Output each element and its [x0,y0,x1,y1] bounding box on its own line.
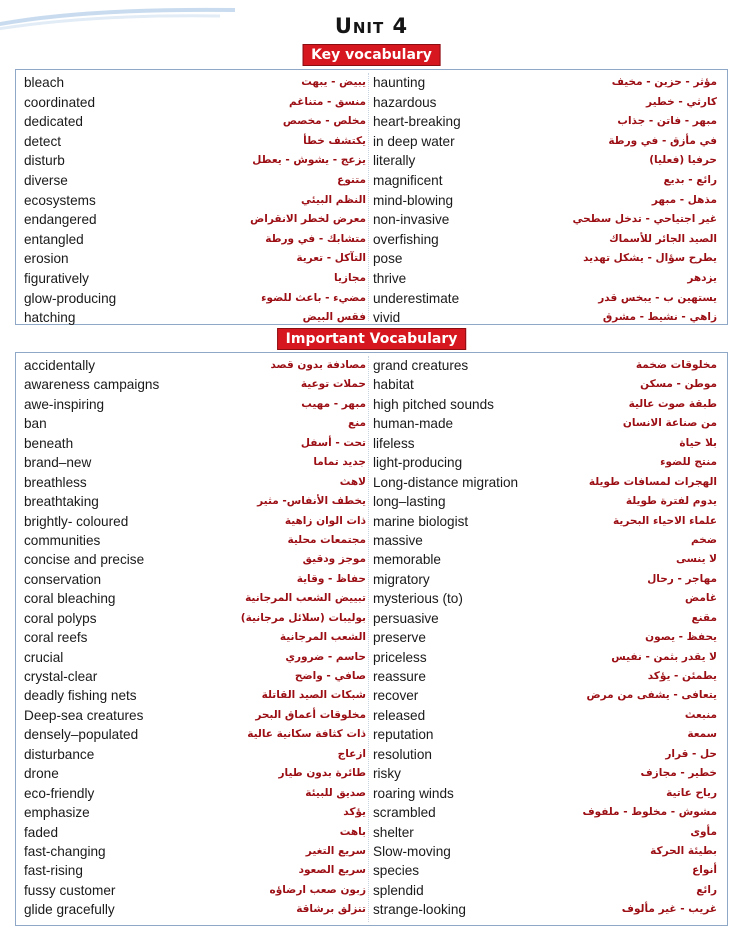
important-vocabulary-table [15,352,728,926]
english-term: haunting [373,75,426,90]
arabic-translation: مشوش - مخلوط - ملفوف [582,806,717,819]
vocab-row [24,356,366,375]
english-term: splendid [373,882,424,898]
column-divider [368,73,369,321]
english-term: magnificent [373,172,443,188]
vocab-row [373,550,717,569]
arabic-translation: زبون صعب ارضاؤه [269,883,366,896]
vocab-row [373,112,717,132]
vocab-row [24,93,366,113]
vocab-row [24,269,366,289]
vocab-row [373,434,717,453]
english-term: bleach [24,75,65,90]
arabic-translation: متنوع [337,173,366,186]
vocab-row [373,453,717,472]
arabic-translation: مضيء - باعث للضوء [261,291,366,304]
arabic-translation: مذهل - مبهر [651,193,717,206]
english-term: densely–populated [24,727,139,743]
vocab-row [24,900,366,919]
english-term: faded [24,824,59,840]
arabic-translation: يطمئن - يؤكد [647,670,717,682]
key-vocabulary-left-column [24,73,366,328]
arabic-translation: بلا حياة [679,436,717,449]
vocab-row [24,73,366,93]
arabic-translation: زاهي - نشيط - مشرق [602,311,717,324]
vocab-row [373,492,717,511]
vocab-row [373,308,717,328]
english-term: coral bleaching [24,591,116,607]
vocab-row [24,375,366,394]
arabic-translation: التآكل - تعرية [296,252,366,265]
english-term: risky [373,766,401,782]
arabic-translation: منسق - متناغم [288,95,366,108]
english-term: erosion [24,251,69,267]
vocab-row [24,249,366,269]
arabic-translation: في مأزق - في ورطة [608,134,717,147]
arabic-translation: منع [348,417,366,430]
arabic-translation: منبعث [684,708,717,721]
arabic-translation: باهت [339,825,366,838]
english-term: coordinated [24,94,96,110]
english-term: dedicated [24,114,83,130]
vocab-row [24,609,366,628]
vocab-row [373,589,717,608]
arabic-translation: شبكات الصيد القاتلة [261,689,366,702]
english-term: resolution [373,746,432,762]
arabic-translation: ضخم [691,533,717,546]
arabic-translation: سريع الصعود [298,864,366,877]
english-term: marine biologist [373,513,469,529]
arabic-translation: منتج للضوء [660,456,717,469]
english-term: literally [373,153,416,169]
english-term: emphasize [24,805,90,821]
arabic-translation: غامض [685,592,717,605]
arabic-translation: يطرح سؤال - يشكل تهديد [583,252,717,265]
arabic-translation: صديق للبيئة [305,786,366,799]
arabic-translation: يخطف الأنفاس- مثير [257,495,366,508]
vocab-row [373,706,717,725]
arabic-translation: يؤكد [343,806,366,819]
vocab-row [373,93,717,113]
arabic-translation: حل - قرار [665,747,717,760]
arabic-translation: مخلوقات أعماق البحر [255,708,366,721]
important-vocabulary-heading: Important Vocabulary [277,328,467,350]
arabic-translation: تنزلق برشاقة [296,903,366,916]
arabic-translation: يكتشف خطأ [303,134,366,147]
vocab-row [373,289,717,309]
arabic-translation: أنواع [692,864,717,877]
english-term: migratory [373,571,430,587]
arabic-translation: مخلوقات ضخمة [635,359,717,371]
english-term: non-invasive [373,212,450,228]
vocab-row [373,73,717,93]
vocab-row [373,375,717,394]
english-term: long–lasting [373,494,446,510]
arabic-translation: يزدهر [687,271,717,284]
arabic-translation: يزعج - يشوش - يعطل [252,154,366,167]
english-term: entangled [24,231,84,247]
arabic-translation: جديد تماما [313,456,366,469]
arabic-translation: مبهر - مهيب [301,397,366,410]
english-term: glide gracefully [24,902,115,918]
vocab-row [24,210,366,230]
arabic-translation: تحت - أسفل [300,436,366,449]
english-term: human-made [373,416,454,432]
arabic-translation: مؤثر - حزين - مخيف [611,76,717,88]
arabic-translation: بطيئة الحركة [650,844,717,857]
english-term: crucial [24,649,64,665]
arabic-translation: مبهر - فاتن - جذاب [617,115,717,128]
english-term: eco-friendly [24,785,95,801]
english-term: concise and precise [24,552,145,568]
arabic-translation: بوليبات (سلائل مرجانية) [240,611,366,624]
english-term: overfishing [373,231,439,247]
vocab-row [24,706,366,725]
arabic-translation: يتعافى - يشفى من مرض [586,689,717,702]
arabic-translation: طائرة بدون طيار [278,767,366,780]
vocab-row [24,881,366,900]
arabic-translation: غير اجتياحي - تدخل سطحي [572,213,717,226]
english-term: mind-blowing [373,192,454,208]
vocab-row [24,112,366,132]
arabic-translation: رائع [696,883,717,896]
arabic-translation: يستهين ب - يبخس قدر [598,291,717,304]
vocab-row [24,570,366,589]
arabic-translation: مأوى [690,825,717,838]
vocab-row [373,171,717,191]
english-term: drone [24,766,59,782]
english-term: coral polyps [24,610,97,626]
arabic-translation: علماء الاحياء البحرية [613,514,717,527]
english-term: memorable [373,552,441,568]
english-term: brand–new [24,455,92,471]
arabic-translation: ازعاج [337,747,366,760]
arabic-translation: خطير - مجازف [640,767,717,780]
vocab-row [24,308,366,328]
arabic-translation: حرفيا (فعليا) [649,154,717,167]
english-term: grand creatures [373,358,469,373]
vocab-row [373,861,717,880]
arabic-translation: مخلص - مخصص [282,115,366,128]
english-term: deadly fishing nets [24,688,137,704]
english-term: breathless [24,474,87,490]
vocab-row [373,667,717,686]
english-term: diverse [24,172,68,188]
english-term: communities [24,532,101,548]
vocab-row [24,745,366,764]
unit-title: Unit 4 [334,14,409,38]
vocab-row [373,823,717,842]
arabic-translation: لا ينسى [675,553,717,566]
english-term: awareness campaigns [24,377,160,393]
english-term: reputation [373,727,434,743]
arabic-translation: حاسم - ضروري [285,650,366,663]
vocab-row [373,881,717,900]
english-term: Slow-moving [373,843,451,859]
vocab-row [24,171,366,191]
arabic-translation: حملات توعية [300,378,366,391]
english-term: fast-rising [24,863,83,879]
english-term: in deep water [373,133,455,149]
arabic-translation: من صناعة الانسان [622,417,717,430]
vocab-row [373,842,717,861]
arabic-translation: ذات الوان زاهية [284,514,366,527]
english-term: accidentally [24,358,96,373]
vocab-row [24,434,366,453]
vocab-row [373,686,717,705]
vocab-row [24,628,366,647]
vocab-row [373,210,717,230]
arabic-translation: مجازيا [334,271,366,284]
key-vocabulary-table [15,69,728,325]
english-term: priceless [373,649,427,665]
english-term: scrambled [373,805,436,821]
vocab-row [373,725,717,744]
vocab-row [24,784,366,803]
vocab-row [24,230,366,250]
arabic-translation: الشعب المرجانية [279,631,366,644]
english-term: figuratively [24,270,89,286]
arabic-translation: مقنع [691,611,717,624]
english-term: beneath [24,435,74,451]
arabic-translation: سريع التغير [305,844,366,857]
vocab-row [373,473,717,492]
english-term: ban [24,416,47,432]
arabic-translation: مهاجر - رحال [647,572,717,585]
english-term: vivid [373,310,401,326]
vocab-row [373,151,717,171]
arabic-translation: رائع - بديع [663,173,717,186]
vocab-row [373,648,717,667]
english-term: fast-changing [24,843,106,859]
arabic-translation: لا يقدر بثمن - نفيس [611,650,717,663]
english-term: reassure [373,669,426,684]
vocab-row [373,628,717,647]
arabic-translation: الصيد الجائر للأسماك [609,232,717,245]
important-vocabulary-left-column [24,356,366,920]
arabic-translation: طبقة صوت عالية [628,397,717,410]
vocab-row [24,473,366,492]
english-term: detect [24,133,62,149]
arabic-translation: متشابك - في ورطة [265,232,366,245]
english-term: ecosystems [24,192,96,208]
arabic-translation: حفاظ - وقاية [296,572,366,585]
arabic-translation: غريب - غير مألوف [621,903,717,916]
english-term: species [373,863,420,879]
english-term: heart-breaking [373,114,461,130]
vocab-row [373,570,717,589]
vocab-row [373,230,717,250]
english-term: conservation [24,571,102,587]
vocab-row [24,512,366,531]
english-term: high pitched sounds [373,396,494,412]
vocab-row [373,356,717,375]
english-term: lifeless [373,435,415,451]
vocab-row [373,803,717,822]
vocab-row [24,725,366,744]
english-term: fussy customer [24,882,116,898]
vocab-row [373,531,717,550]
arabic-translation: مصادفة بدون قصد [270,359,366,371]
english-term: recover [373,688,419,704]
english-term: habitat [373,377,414,393]
vocab-row [24,132,366,152]
arabic-translation: يحفظ - يصون [645,631,717,644]
arabic-translation: معرض لخطر الانقراض [250,213,366,226]
vocab-row [24,550,366,569]
english-term: mysterious (to) [373,591,463,607]
vocab-row [24,861,366,880]
english-term: persuasive [373,610,439,626]
vocab-row [24,842,366,861]
vocab-row [24,191,366,211]
english-term: hatching [24,310,76,326]
arabic-translation: لاهث [339,475,366,488]
vocab-row [24,764,366,783]
key-vocabulary-heading: Key vocabulary [302,44,441,66]
english-term: preserve [373,630,426,646]
vocab-row [24,414,366,433]
english-term: brightly- coloured [24,513,129,529]
vocab-row [24,667,366,686]
important-vocabulary-right-column [373,356,717,920]
vocab-row [24,453,366,472]
english-term: shelter [373,824,414,840]
english-term: strange-looking [373,902,466,918]
english-term: awe-inspiring [24,396,105,412]
english-term: Long-distance migration [373,474,519,490]
vocab-row [373,609,717,628]
arabic-translation: النظم البيئي [301,193,366,206]
vocab-row [373,900,717,919]
english-term: disturb [24,153,65,169]
vocab-row [373,191,717,211]
english-term: underestimate [373,290,460,306]
vocab-row [373,269,717,289]
arabic-translation: يبيض - يبهت [301,76,366,88]
vocab-row [24,589,366,608]
arabic-translation: يدوم لفترة طويلة [625,495,717,508]
vocab-row [373,414,717,433]
english-term: released [373,707,426,723]
english-term: disturbance [24,746,95,762]
arabic-translation: كارثي - خطير [646,95,717,108]
english-term: pose [373,251,403,267]
english-term: light-producing [373,455,463,471]
vocab-row [373,132,717,152]
column-divider [368,356,369,922]
english-term: endangered [24,212,97,228]
vocab-row [24,289,366,309]
vocab-row [373,764,717,783]
english-term: Deep-sea creatures [24,707,144,723]
english-term: coral reefs [24,630,88,646]
arabic-translation: صافي - واضح [294,670,366,682]
arabic-translation: ذات كثافة سكانية عالية [247,728,366,741]
english-term: glow-producing [24,290,117,306]
arabic-translation: رياح عاتية [666,786,717,799]
english-term: crystal-clear [24,669,98,684]
arabic-translation: فقس البيض [302,311,366,324]
arabic-translation: سمعة [687,728,717,741]
vocab-row [373,784,717,803]
vocab-row [24,151,366,171]
key-vocabulary-right-column [373,73,717,328]
arabic-translation: مجتمعات محلية [287,533,366,546]
arabic-translation: موجز ودقيق [302,553,366,566]
arabic-translation: موطن - مسكن [640,378,717,391]
arabic-translation: الهجرات لمسافات طويلة [588,475,717,488]
vocab-row [24,492,366,511]
arabic-translation: تبييض الشعب المرجانية [245,592,366,605]
vocab-row [24,686,366,705]
vocab-row [373,512,717,531]
vocab-row [24,803,366,822]
english-term: roaring winds [373,785,454,801]
vocab-row [373,745,717,764]
english-term: breathtaking [24,494,99,510]
vocab-row [24,823,366,842]
vocab-row [24,531,366,550]
vocab-row [24,648,366,667]
english-term: hazardous [373,94,437,110]
english-term: thrive [373,270,407,286]
vocab-row [373,249,717,269]
vocab-row [24,395,366,414]
english-term: massive [373,532,423,548]
vocab-row [373,395,717,414]
